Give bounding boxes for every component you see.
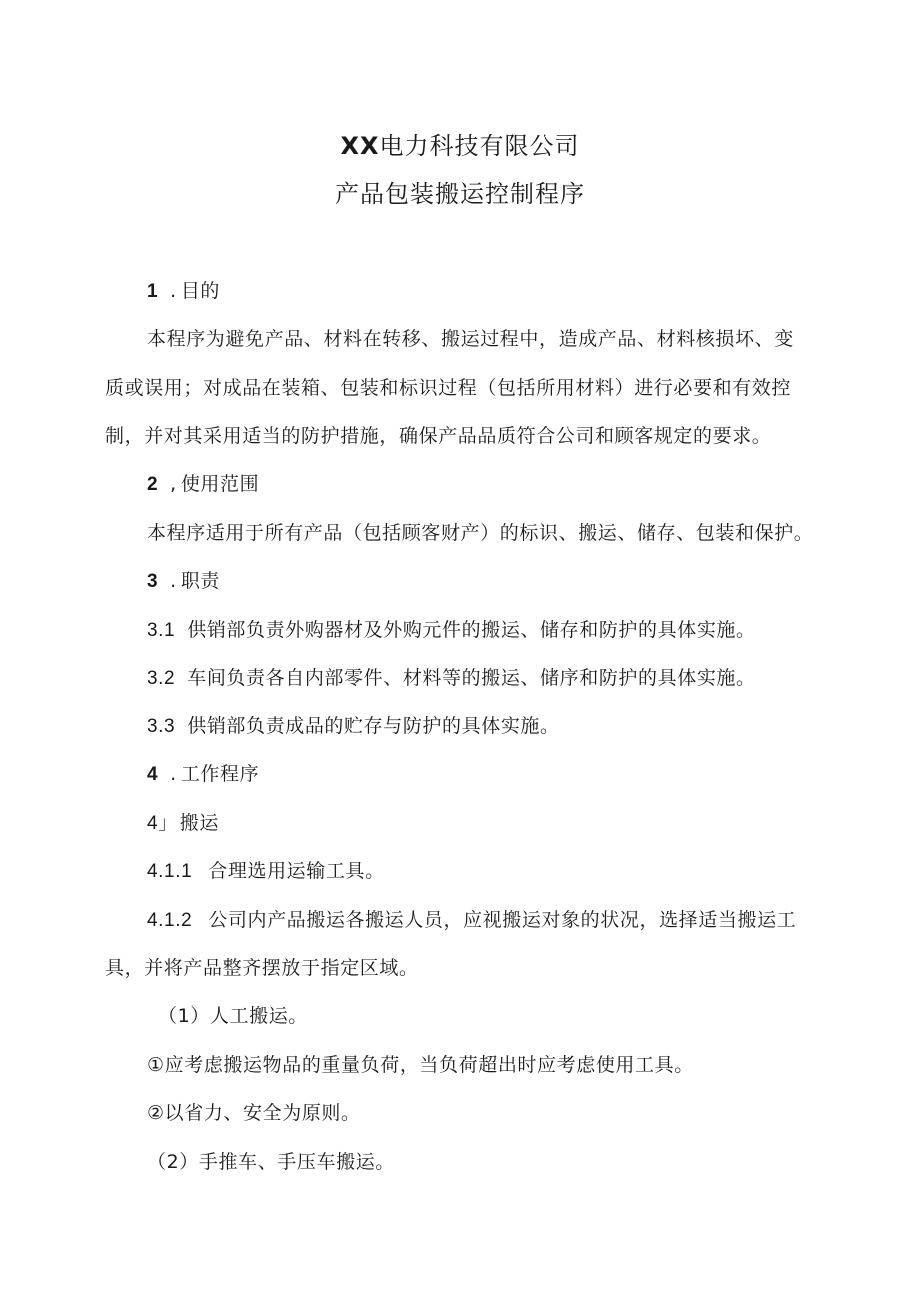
- section-1-heading: [147, 277, 220, 306]
- section-4-number: 4: [147, 764, 159, 785]
- item-text: 供销部负责成品的贮存与防护的具体实施。: [187, 715, 560, 737]
- section-4-title: 工作程序: [180, 763, 260, 785]
- item-text: 公司内产品搬运各搬运人员，应视搬运对象的状况，选择适当搬运工: [208, 909, 797, 931]
- section-4-1-heading: [147, 809, 219, 838]
- manual-handling-point-1: ①应考虑搬运物品的重量负荷，当负荷超出时应考虑使用工具。: [147, 1054, 694, 1076]
- section-3-separator: .: [170, 570, 177, 592]
- section-2-number: 2: [147, 474, 159, 495]
- section-1-number: 1: [147, 281, 159, 302]
- section-4-heading: [147, 760, 259, 789]
- section-3-heading: [147, 567, 220, 596]
- item-number: 3.3: [147, 716, 176, 737]
- section-2-title: 使用范围: [180, 473, 260, 495]
- section-3-item-2: [147, 664, 756, 693]
- section-2-separator: ,: [170, 473, 177, 495]
- program-title: 产品包装搬运控制程序: [335, 180, 585, 208]
- cart-handling-title: （2）手推车、手压车搬运。: [147, 1151, 395, 1173]
- section-4-item-2: [147, 906, 796, 935]
- manual-handling-title: （1）人工搬运。: [158, 1005, 308, 1027]
- section-4-item-1: [147, 857, 385, 886]
- company-title-name: 电力科技有限公司: [379, 132, 580, 160]
- section-4-item-2-continuation: 具，并将产品整齐摆放于指定区域。: [105, 957, 419, 979]
- section-1-para-line-1: 本程序为避免产品、材料在转移、搬运过程中，造成产品、材料核损坏、变: [147, 328, 794, 350]
- section-3-item-1: [147, 616, 756, 645]
- section-1-separator: .: [170, 280, 177, 302]
- section-3-title: 职责: [180, 570, 221, 592]
- item-number: 4.1.1: [147, 861, 193, 882]
- section-1-para-line-3: 制，并对其采用适当的防护措施，确保产品品质符合公司和顾客规定的要求。: [105, 425, 772, 447]
- manual-handling-point-2: ②以省力、安全为原则。: [147, 1102, 361, 1124]
- item-text: 供销部负责外购器材及外购元件的搬运、储存和防护的具体实施。: [187, 619, 756, 641]
- company-title: [0, 128, 920, 164]
- section-3-item-3: [147, 712, 560, 741]
- section-4-1-number: 4」: [147, 813, 178, 834]
- section-3-number: 3: [147, 571, 159, 592]
- section-1-title: 目的: [180, 280, 221, 302]
- item-text: 车间负责各自内部零件、材料等的搬运、储序和防护的具体实施。: [187, 667, 756, 689]
- section-4-1-title: 搬运: [179, 812, 219, 834]
- item-number: 3.1: [147, 620, 176, 641]
- section-2-para: 本程序适用于所有产品（包括顾客财产）的标识、搬运、储存、包装和保护。: [147, 522, 814, 544]
- section-4-separator: .: [170, 763, 177, 785]
- item-number: 3.2: [147, 668, 176, 689]
- section-2-heading: [147, 470, 259, 499]
- company-title-prefix: XX: [340, 132, 380, 160]
- item-number: 4.1.2: [147, 910, 193, 931]
- section-1-para-line-2: 质或误用；对成品在装箱、包装和标识过程（包括所用材料）进行必要和有效控: [105, 377, 792, 399]
- item-text: 合理选用运输工具。: [208, 860, 385, 882]
